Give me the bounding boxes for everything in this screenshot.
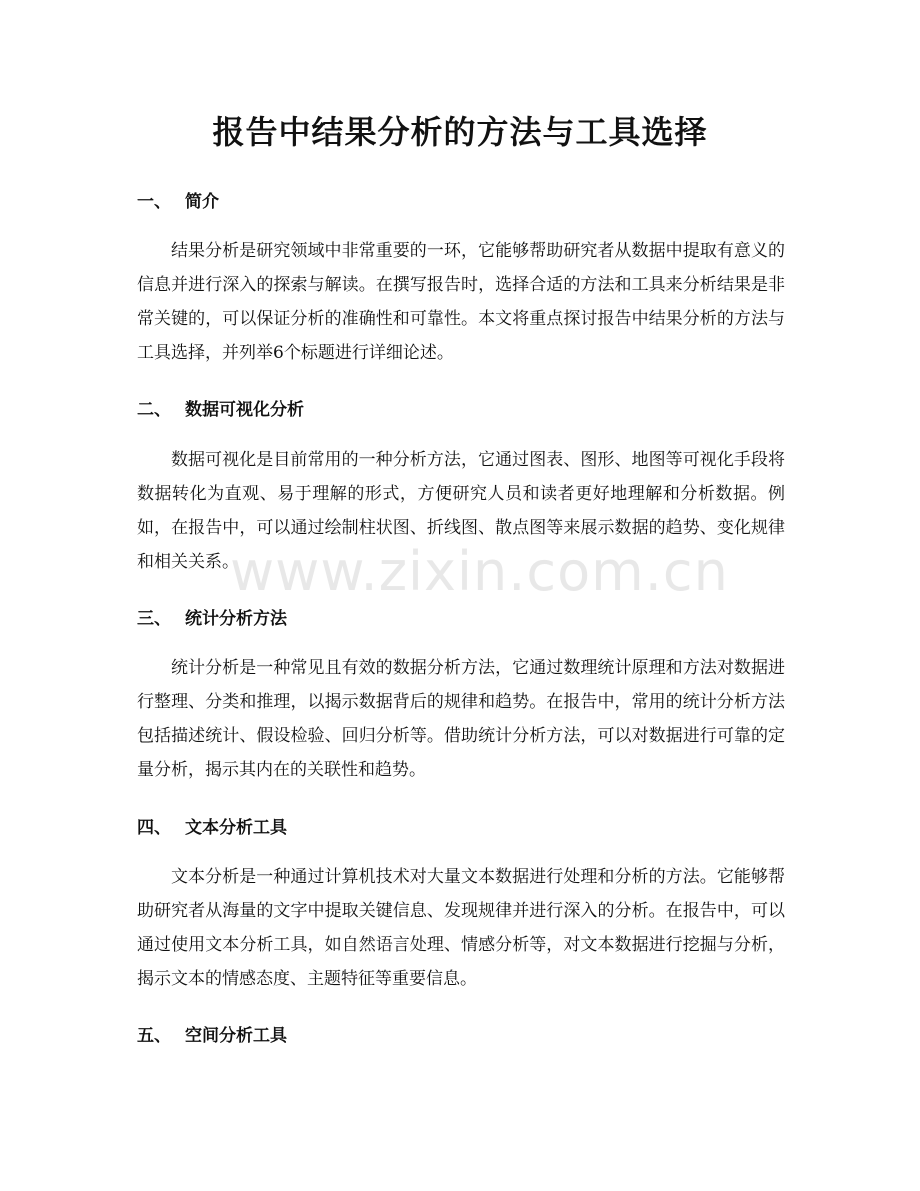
- section-title: 数据可视化分析: [185, 400, 304, 420]
- section-paragraph-intro: 结果分析是研究领域中非常重要的一环，它能够帮助研究者从数据中提取有意义的信息并进行深入的探索与解读。在撰写报告时，选择合适的方法和工具来分析结果是非常关键的，可以保证分析的准确性和可靠性。本文将重点探讨报告中结果分析的方法与工具选择，并列举6个标题进行详细论述。: [137, 241, 785, 363]
- section-number: 五、: [137, 1026, 171, 1046]
- section-number: 二、: [137, 400, 171, 420]
- section-heading-text-analysis: [137, 815, 287, 841]
- section-title: 统计分析方法: [185, 609, 287, 629]
- section-title: 空间分析工具: [185, 1026, 287, 1046]
- section-title: 文本分析工具: [185, 818, 287, 838]
- section-heading-spatial: [137, 1023, 287, 1049]
- section-paragraph-visualization: 数据可视化是目前常用的一种分析方法，它通过图表、图形、地图等可视化手段将数据转化为直观、易于理解的形式，方便研究人员和读者更好地理解和分析数据。例如，在报告中，可以通过绘制柱状图、折线图、散点图等来展示数据的趋势、变化规律和相关关系。: [137, 450, 785, 572]
- page-title: 报告中结果分析的方法与工具选择: [212, 113, 708, 151]
- section-heading-statistics: [137, 606, 287, 632]
- section-paragraph-text-analysis: 文本分析是一种通过计算机技术对大量文本数据进行处理和分析的方法。它能够帮助研究者从海量的文字中提取关键信息、发现规律并进行深入的分析。在报告中，可以通过使用文本分析工具，如自然语言处理、情感分析等，对文本数据进行挖掘与分析，揭示文本的情感态度、主题特征等重要信息。: [137, 867, 785, 989]
- section-title: 简介: [185, 192, 219, 212]
- section-number: 四、: [137, 818, 171, 838]
- section-number: 三、: [137, 609, 171, 629]
- section-heading-visualization: [137, 397, 304, 423]
- section-number: 一、: [137, 192, 171, 212]
- section-paragraph-statistics: 统计分析是一种常见且有效的数据分析方法，它通过数理统计原理和方法对数据进行整理、分类和推理，以揭示数据背后的规律和趋势。在报告中，常用的统计分析方法包括描述统计、假设检验、回归分析等。借助统计分析方法，可以对数据进行可靠的定量分析，揭示其内在的关联性和趋势。: [137, 658, 785, 780]
- section-heading-intro: [137, 189, 219, 215]
- watermark: www.zixin.com.cn: [230, 540, 729, 603]
